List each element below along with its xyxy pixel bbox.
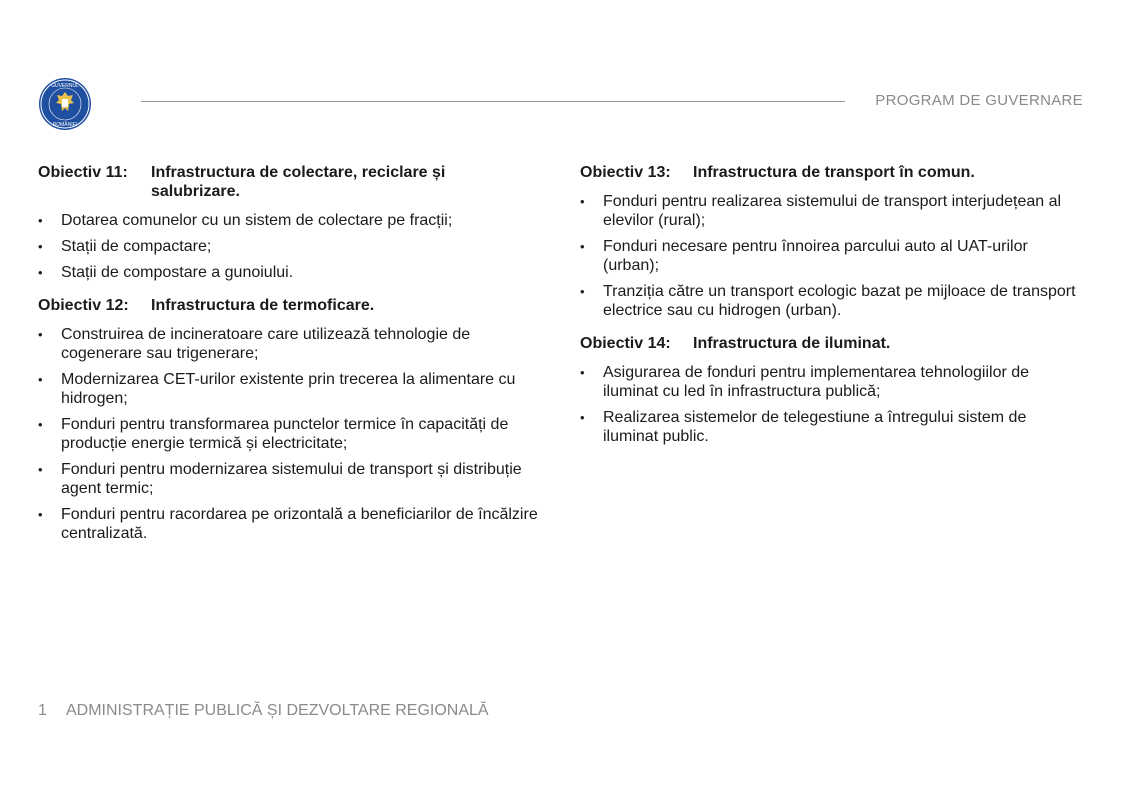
- bullet-icon: •: [38, 507, 43, 522]
- objective-list: [38, 211, 538, 282]
- bullet-icon: •: [580, 410, 585, 425]
- list-item: • Realizarea sistemelor de telegestiune a întregului sistem de iluminat public.: [580, 409, 1027, 445]
- left-column: [38, 163, 538, 557]
- list-item: • Fonduri pentru racordarea pe orizontală a beneficiarilor de încălzire centralizată.: [38, 506, 538, 542]
- list-item: • Fonduri necesare pentru înnoirea parcului auto al UAT-urilor (urban);: [580, 238, 1028, 274]
- list-item: • Stații de compactare;: [38, 238, 212, 255]
- bullet-icon: •: [38, 239, 43, 254]
- objective-list: [38, 325, 538, 543]
- page-footer: [38, 702, 489, 720]
- objective-heading: [580, 334, 1080, 353]
- bullet-icon: •: [38, 462, 43, 477]
- list-item: • Fonduri pentru transformarea punctelor termice în capacități de producție energie termică și electricitate;: [38, 416, 509, 452]
- objective-title: Infrastructura de transport în comun.: [693, 164, 975, 181]
- bullet-icon: •: [580, 365, 585, 380]
- government-seal-logo: [38, 77, 92, 131]
- svg-text:GUVERNUL: GUVERNUL: [51, 83, 79, 89]
- objective-title: Infrastructura de termoficare.: [151, 297, 375, 314]
- bullet-icon: •: [38, 417, 43, 432]
- objective-label: Obiectiv 12:: [38, 297, 129, 314]
- list-item: • Asigurarea de fonduri pentru implementarea tehnologiilor de iluminat cu led în infrastructura publică;: [580, 364, 1030, 400]
- bullet-icon: •: [38, 372, 43, 387]
- objective-heading: [38, 296, 538, 315]
- objective-label: Obiectiv 14:: [580, 335, 671, 352]
- objective-heading: [38, 163, 538, 201]
- list-item: • Dotarea comunelor cu un sistem de colectare pe fracții;: [38, 212, 453, 229]
- list-item: • Fonduri pentru modernizarea sistemului de transport și distribuție agent termic;: [38, 461, 522, 497]
- bullet-icon: •: [580, 194, 585, 209]
- list-item: • Modernizarea CET-urilor existente prin trecerea la alimentare cu hidrogen;: [38, 371, 516, 407]
- objective-label: Obiectiv 13:: [580, 164, 671, 181]
- objective-title: Infrastructura de colectare, reciclare și salubrizare.: [151, 164, 446, 200]
- objective-title: Infrastructura de iluminat.: [693, 335, 891, 352]
- objective-list: [580, 363, 1080, 446]
- right-column: [580, 163, 1080, 460]
- objective-label: Obiectiv 11:: [38, 164, 128, 181]
- bullet-icon: •: [580, 239, 585, 254]
- bullet-icon: •: [38, 327, 43, 342]
- bullet-icon: •: [580, 284, 585, 299]
- header-divider: [141, 101, 845, 102]
- objective-list: [580, 192, 1080, 320]
- list-item: • Stații de compostare a gunoiului.: [38, 264, 294, 281]
- objective-heading: [580, 163, 1080, 182]
- bullet-icon: •: [38, 265, 43, 280]
- page-number: 1: [38, 702, 47, 719]
- bullet-icon: •: [38, 213, 43, 228]
- header-title: PROGRAM DE GUVERNARE: [875, 92, 1083, 109]
- list-item: • Fonduri pentru realizarea sistemului de transport interjudețean al elevilor (rural);: [580, 193, 1062, 229]
- footer-section-title: ADMINISTRAȚIE PUBLICĂ ȘI DEZVOLTARE REGIONALĂ: [66, 702, 489, 719]
- list-item: • Tranziția către un transport ecologic bazat pe mijloace de transport electrice sau cu hidrogen (urban).: [580, 283, 1076, 319]
- svg-text:ROMÂNIEI: ROMÂNIEI: [52, 122, 78, 128]
- list-item: • Construirea de incineratoare care utilizează tehnologie de cogenerare sau trigenerare;: [38, 326, 471, 362]
